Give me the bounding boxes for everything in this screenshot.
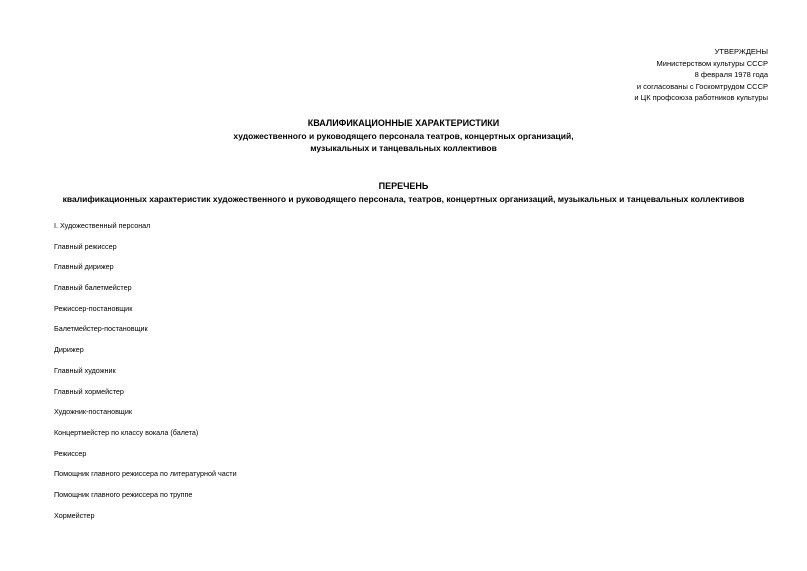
list-item: Художник-постановщик [54,407,132,417]
list-item: Концертмейстер по классу вокала (балета) [54,427,199,437]
list-item: Главный дирижер [54,262,114,272]
list-item: I. Художественный персонал [54,221,151,230]
list-item: Главный режиссер [54,241,117,251]
list-item: Режиссер-постановщик [54,303,133,313]
approval-stamp [634,46,768,104]
position-list [54,221,237,531]
document-title-sub-2: музыкальных и танцевальных коллективов [310,142,497,153]
approval-line: и согласованы с Госкомтрудом СССР [636,81,768,91]
list-item: Хормейстер [54,510,95,520]
approval-line: Министерством культуры СССР [656,58,768,68]
approval-line: и ЦК профсоюза работников культуры [634,93,768,102]
approval-line: 8 февраля 1978 года [694,70,768,79]
list-item: Помощник главного режиссера по труппе [54,489,193,499]
list-item: Балетмейстер-постановщик [54,324,148,334]
list-item: Дирижер [54,345,84,355]
document-title-main: КВАЛИФИКАЦИОННЫЕ ХАРАКТЕРИСТИКИ [307,118,500,128]
list-item: Главный художник [54,365,116,375]
list-item: Помощник главного режиссера по литературной части [54,469,237,479]
list-item: Главный хормейстер [54,386,124,396]
list-item: Главный балетмейстер [54,283,132,293]
list-title [0,180,807,205]
document-title-sub-1: художественного и руководящего персонала театров, концертных организаций, [233,130,574,141]
list-description: квалификационных характеристик художественного и руководящего персонала, театров, концертных организаций, музыкальных и танцевальных коллективов [62,193,745,204]
list-item: Режиссер [54,448,87,458]
document-title [0,117,807,154]
list-heading: ПЕРЕЧЕНЬ [378,181,429,191]
approval-line: УТВЕРЖДЕНЫ [714,47,768,56]
